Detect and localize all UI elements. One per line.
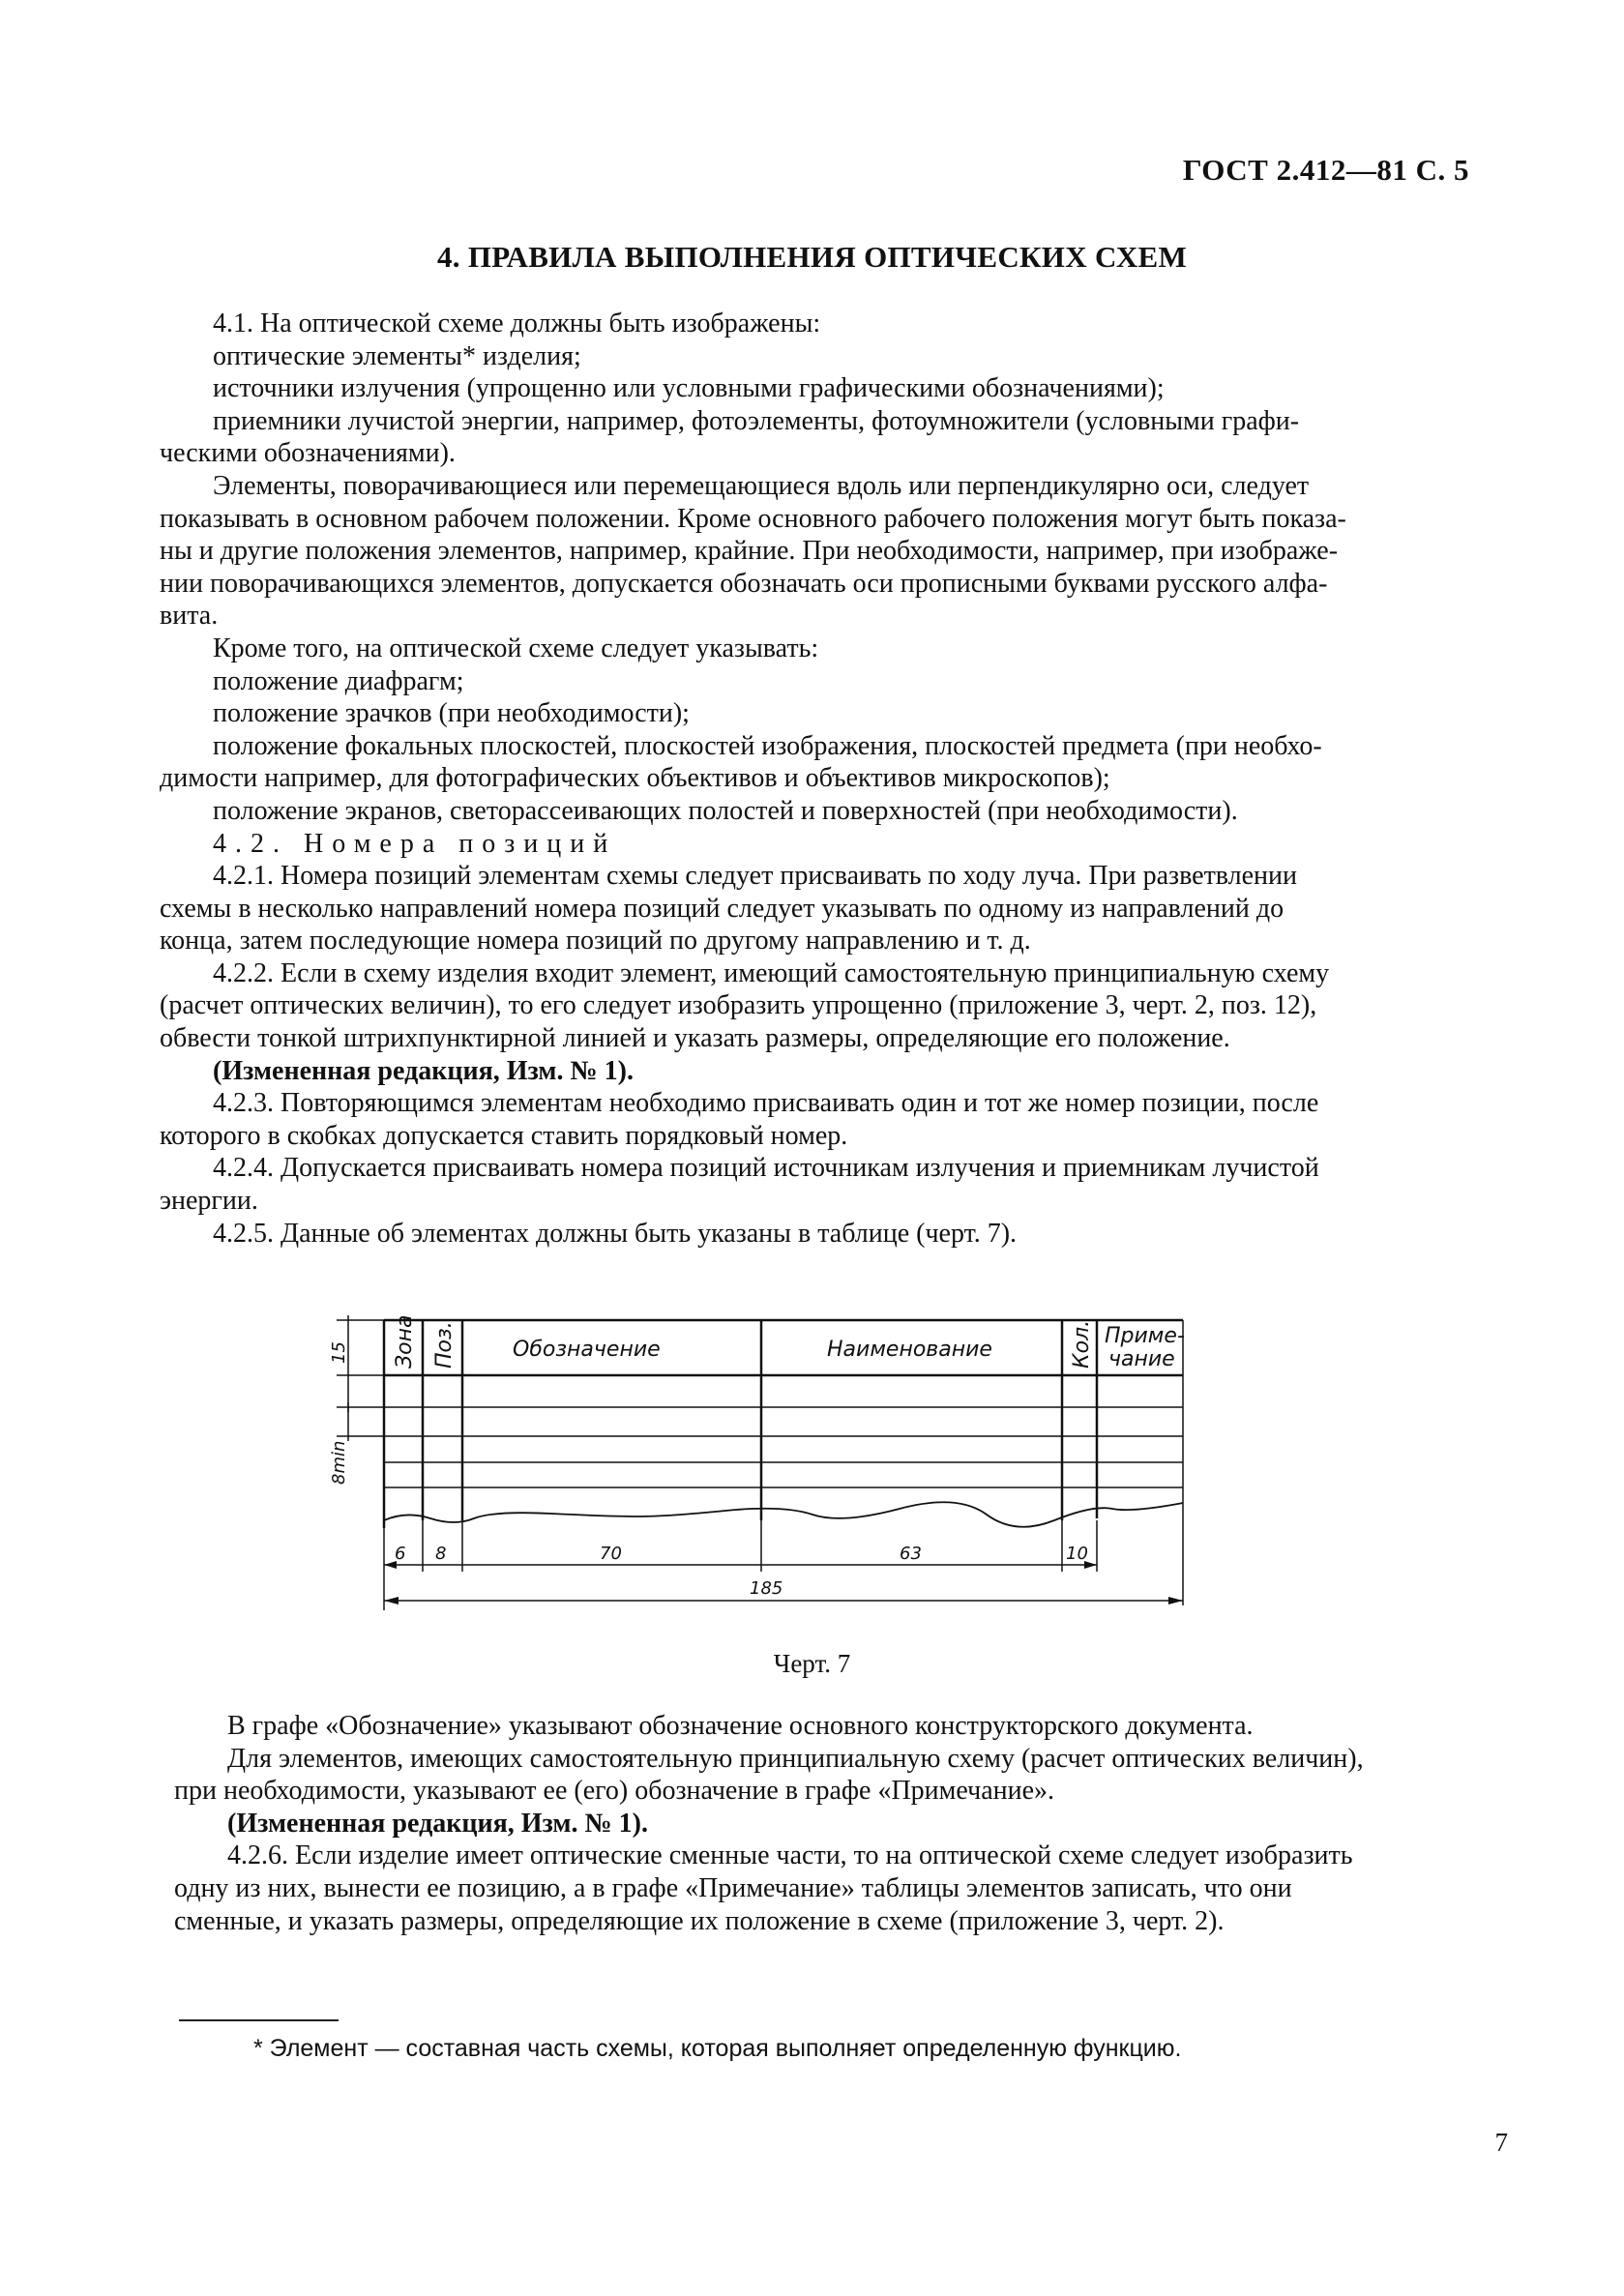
text-line: одну из них, вынести ее позицию, а в графе «Примечание» таблицы элементов записать, что они (174, 1872, 1292, 1903)
text-line: 4.2.6. Если изделие имеет оптические сменные части, то на оптической схеме следует изобразить (227, 1840, 1353, 1871)
text-line: положение экранов, светорассеивающих полостей и поверхностей (при необходимости). (213, 795, 1238, 826)
dim-63-label: 63 (900, 1544, 922, 1564)
footnote: * Элемент — составная часть схемы, которая выполняет определенную функцию. (253, 2035, 1182, 2062)
text-line: 4.2.5. Данные об элементах должны быть указаны в таблице (черт. 7). (213, 1218, 1018, 1249)
col-zona-label: Зона (393, 1314, 417, 1369)
page-number: 7 (1494, 2128, 1508, 2157)
table-drawing-svg (319, 1296, 1219, 1625)
text-line: Элементы, поворачивающиеся или перемещающиеся вдоль или перпендикулярно оси, следует (213, 470, 1310, 501)
revision-note: (Измененная редакция, Изм. № 1). (227, 1808, 648, 1839)
text-line: 4.2.4. Допускается присваивать номера позиций источникам излучения и приемникам лучистой (213, 1153, 1319, 1184)
text-line: положение фокальных плоскостей, плоскостей изображения, плоскостей предмета (при необхо- (213, 730, 1322, 761)
text-line: положение зрачков (при необходимости); (213, 698, 690, 729)
text-line: конца, затем последующие номера позиций по другому направлению и т. д. (160, 926, 1031, 957)
col-naimenovanie-label: Наименование (827, 1338, 992, 1362)
text-line: Кроме того, на оптической схеме следует указывать: (213, 633, 819, 663)
text-line: 4.2.2. Если в схему изделия входит элемент, имеющий самостоятельную принципиальную схему (213, 957, 1330, 988)
text-line: 4.1. На оптической схеме должны быть изображены: (213, 309, 821, 339)
text-line: вита. (160, 601, 219, 632)
dim-15-label: 15 (329, 1341, 349, 1364)
text-line: нии поворачивающихся элементов, допускается обозначать оси прописными буквами русского алфа- (160, 568, 1328, 599)
dim-8min-label: 8min (329, 1440, 349, 1485)
col-kol-label: Кол. (1070, 1319, 1094, 1369)
text-line: которого в скобках допускается ставить порядковый номер. (160, 1120, 848, 1151)
page-header: ГОСТ 2.412—81 С. 5 (1182, 153, 1469, 187)
text-line: ческими обозначениями). (160, 438, 456, 469)
col-primechanie-label-1: Приме- (1105, 1324, 1185, 1348)
dim-185-label: 185 (750, 1578, 783, 1599)
text-line: димости например, для фотографических объективов и объективов микроскопов); (160, 763, 1110, 794)
text-line: В графе «Обозначение» указывают обозначение основного конструкторского документа. (227, 1711, 1254, 1741)
footnote-rule (179, 2019, 339, 2021)
text-line: показывать в основном рабочем положении. Кроме основного рабочего положения могут быть показа- (160, 503, 1346, 534)
section-body (160, 308, 1485, 1250)
text-line: обвести тонкой штрихпунктирной линией и указать размеры, определяющие его положение. (160, 1023, 1230, 1054)
text-line: 4.2.1. Номера позиций элементам схемы следует присваивать по ходу луча. При разветвлении (213, 861, 1298, 892)
dim-8-label: 8 (435, 1544, 447, 1564)
text-line: ны и другие положения элементов, например, крайние. При необходимости, например, при изображе- (160, 536, 1339, 567)
section-title: 4. ПРАВИЛА ВЫПОЛНЕНИЯ ОПТИЧЕСКИХ СХЕМ (436, 240, 1188, 274)
figure-caption: Черт. 7 (773, 1649, 851, 1678)
dim-70-label: 70 (600, 1544, 622, 1564)
dim-10-label: 10 (1066, 1544, 1088, 1564)
text-line: сменные, и указать размеры, определяющие их положение в схеме (приложение 3, черт. 2). (174, 1905, 1225, 1936)
col-oboznachenie-label: Обозначение (513, 1338, 661, 1362)
text-line: источники излучения (упрощенно или условными графическими обозначениями); (213, 373, 1165, 404)
dim-6-label: 6 (395, 1544, 406, 1564)
text-line: положение диафрагм; (213, 665, 464, 696)
text-line: оптические элементы* изделия; (213, 340, 581, 371)
text-line: при необходимости, указывают ее (его) обозначение в графе «Примечание». (174, 1776, 1055, 1807)
text-line: (расчет оптических величин), то его следует изобразить упрощенно (приложение 3, черт. 2, поз. 12), (160, 990, 1317, 1021)
text-line: энергии. (160, 1186, 258, 1217)
figure-7-table-drawing (319, 1296, 1219, 1625)
text-line: приемники лучистой энергии, например, фотоэлементы, фотоумножители (условными графи- (213, 405, 1300, 436)
text-line: 4.2.3. Повторяющимся элементам необходимо присваивать один и тот же номер позиции, после (213, 1088, 1319, 1119)
text-line: Для элементов, имеющих самостоятельную принципиальную схему (расчет оптических величин), (227, 1743, 1364, 1774)
col-primechanie-label-2: чание (1108, 1347, 1175, 1371)
subsection-heading: 4.2. Номера позиций (213, 828, 617, 859)
col-poz-label: Поз. (432, 1321, 457, 1369)
text-line: схемы в несколько направлений номера позиций следует указывать по одному из направлений до (160, 893, 1284, 924)
revision-note: (Измененная редакция, Изм. № 1). (213, 1055, 634, 1086)
section-body-continued (174, 1710, 1499, 1937)
